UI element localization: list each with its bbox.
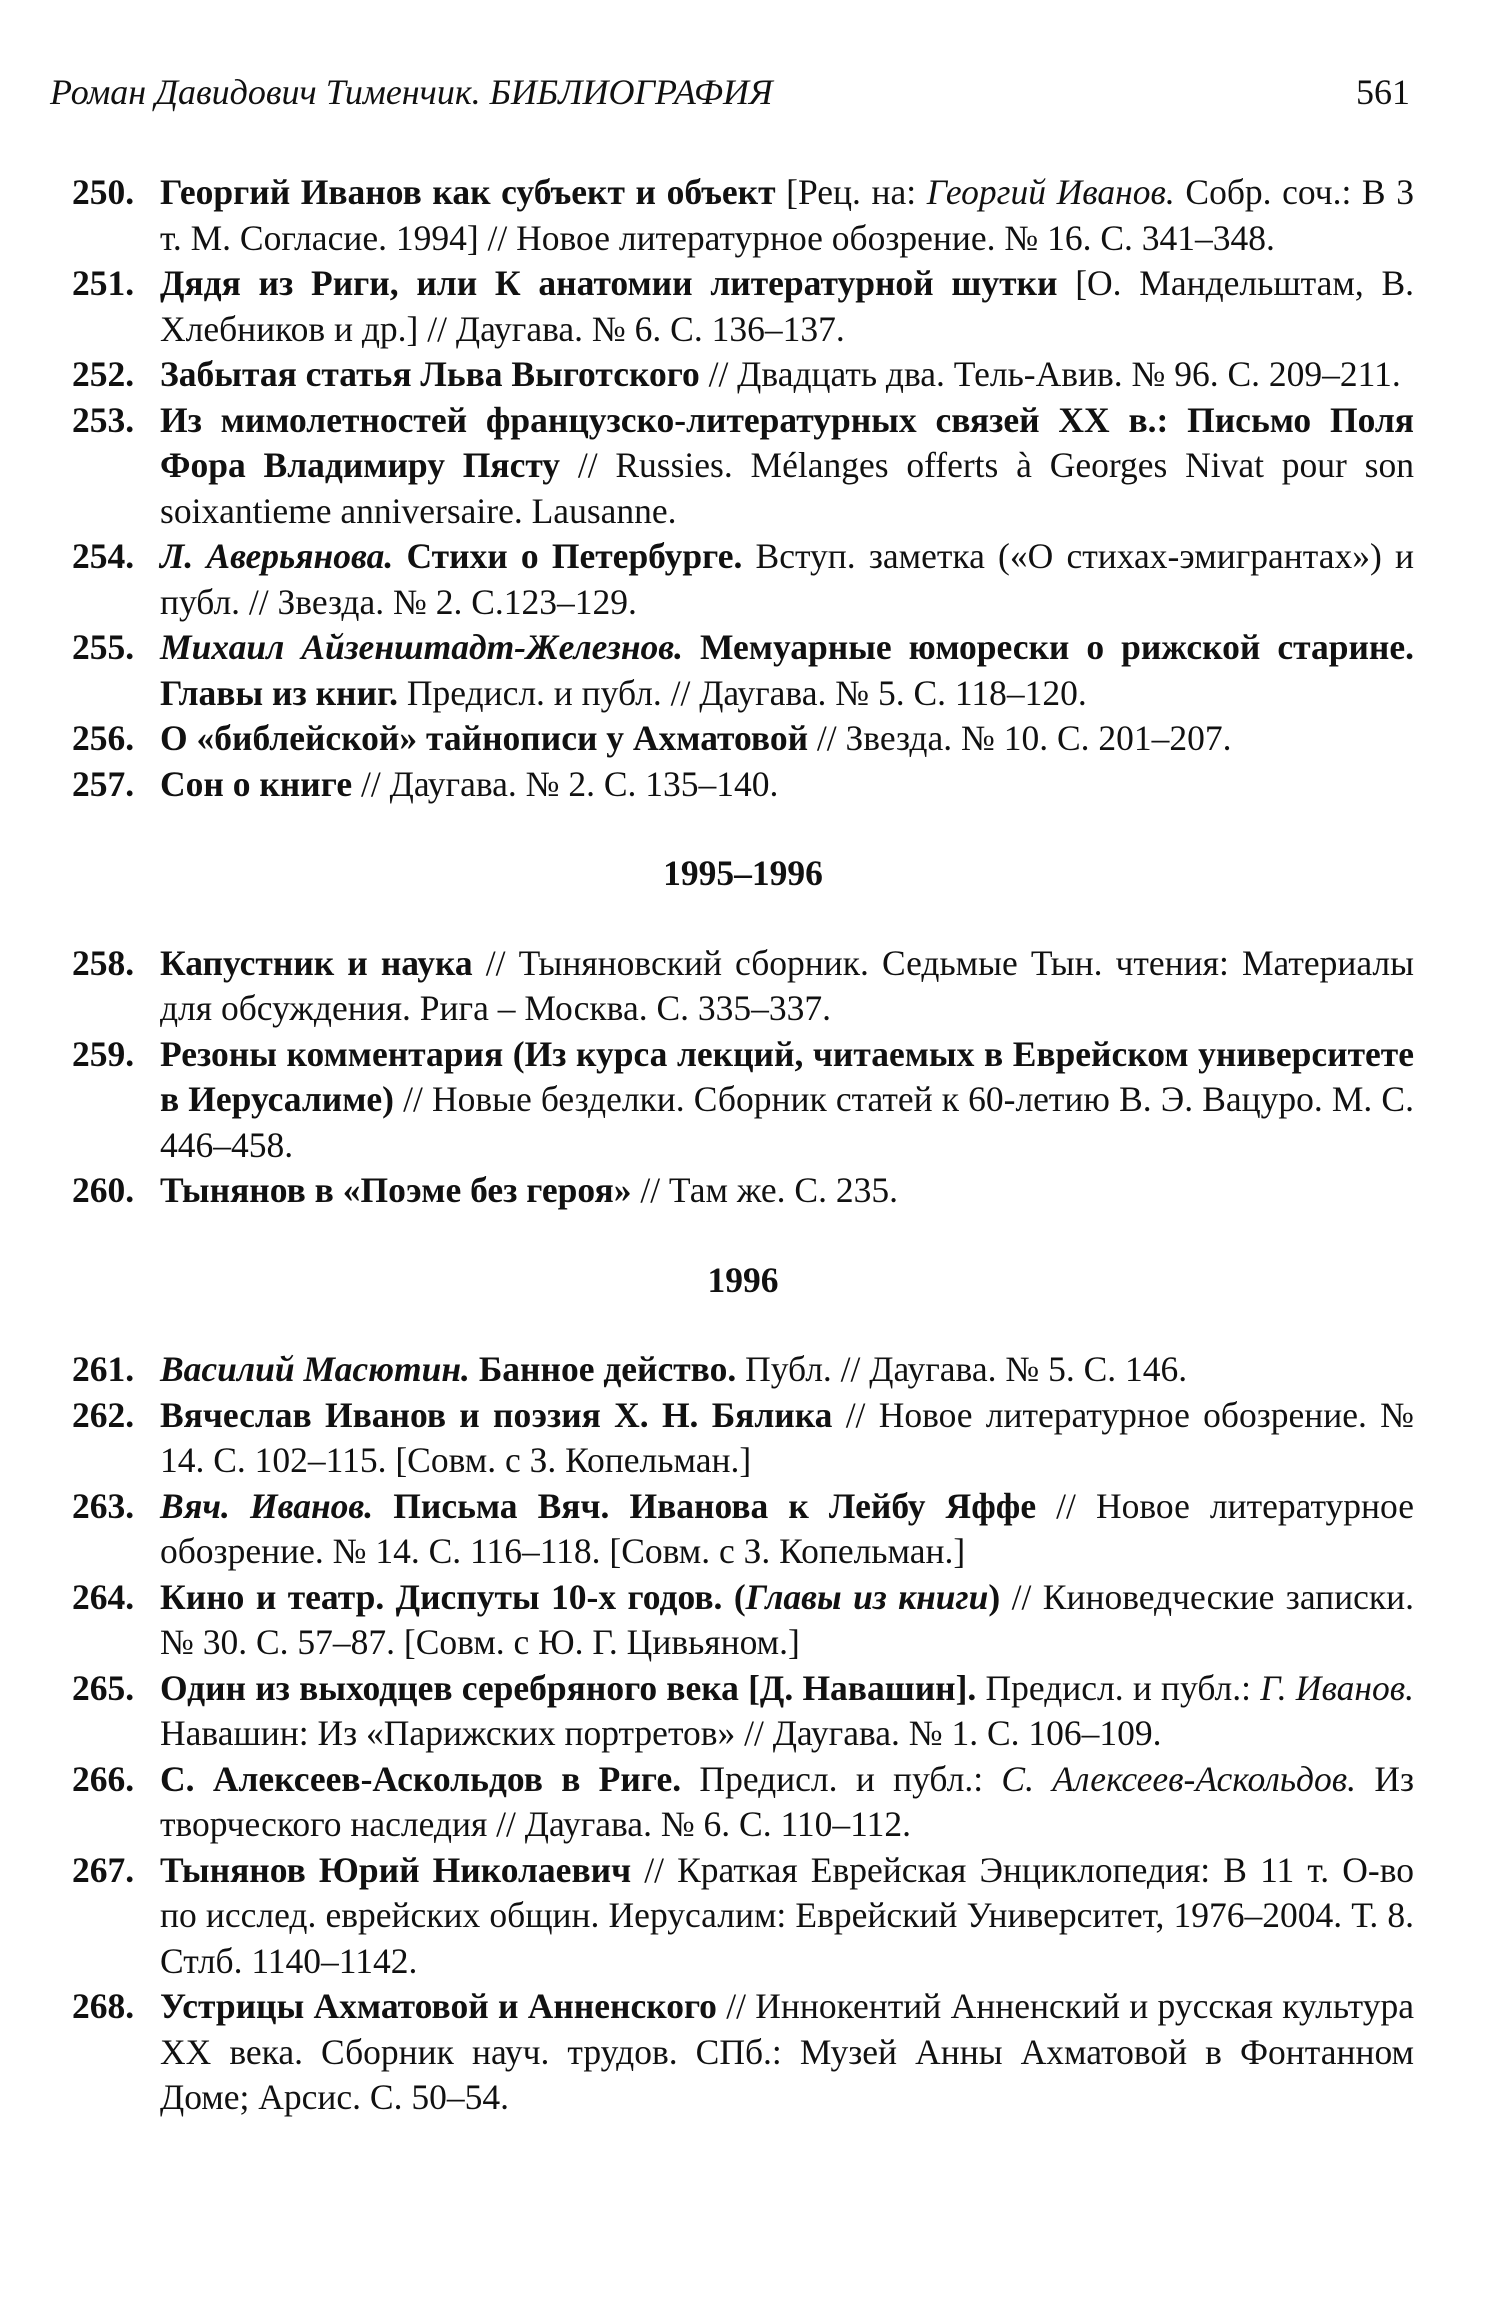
entry-text: Вячеслав Иванов и поэзия Х. Н. Бялика [160, 1394, 833, 1435]
entry-number: 267. [72, 1849, 135, 1890]
entry-text: Василий Масютин. [160, 1349, 470, 1389]
bibliography-entry [72, 1347, 1414, 1393]
entry-text: Л. Аверьянова. [160, 536, 394, 576]
entry-number: 268. [72, 1986, 135, 2026]
bibliography-entry [72, 941, 1414, 1032]
entry-number: 251. [72, 263, 135, 303]
bibliography-entry [72, 261, 1414, 352]
entry-text: // Новые безделки. Сборник статей к 60-летию В. Э. Вацуро. М. С. 446–458. [160, 1079, 1414, 1165]
entry-number: 265. [72, 1667, 135, 1708]
entry-text: О «библейской» тайнописи у Ахматовой [160, 718, 809, 758]
bibliography-entry [72, 1848, 1414, 1985]
entry-text: [О. Мандельштам, В. Хлебников и др.] // Даугава. № 6. С. 136–137. [160, 263, 1415, 349]
entry-number: 258. [72, 942, 135, 983]
entry-text: Один из выходцев серебряного века [Д. Навашин]. [160, 1667, 977, 1708]
bibliography-entry [72, 762, 1414, 808]
entry-text: Резоны комментария (Из курса лекций, читаемых в Еврейском университете в Иерусалиме) [160, 1033, 1414, 1119]
entry-number: 261. [72, 1349, 135, 1389]
entry-text: ) [988, 1576, 1001, 1617]
entry-text: С. Алексеев-Аскольдов. [1001, 1758, 1357, 1799]
entry-text: Навашин: Из «Парижских портретов» // Даугава. № 1. С. 106–109. [160, 1713, 1162, 1753]
entry-text: // Киноведческие записки. № 30. С. 57–87. [Совм. с Ю. Г. Цивьяном.] [160, 1576, 1414, 1662]
bibliography-list [72, 170, 1414, 2121]
entry-text: Собр. соч.: В 3 т. М. Согласие. 1994] // Новое литературное обозрение. № 16. С. 341–348. [160, 172, 1414, 258]
bibliography-entry [72, 625, 1414, 716]
entry-text: Из мимолетностей французско-литературных связей XX в.: Письмо Поля Фора Владимиру Пясту [160, 399, 1414, 485]
entry-text: Михаил Айзенштадт-Железнов. [160, 627, 684, 667]
entry-text: С. Алексеев-Аскольдов в Риге. [160, 1758, 682, 1799]
entry-number: 266. [72, 1758, 135, 1799]
entry-text: Предисл. и публ.: [976, 1667, 1261, 1708]
bibliography-entry [72, 1757, 1414, 1848]
entry-text: Тынянов Юрий Николаевич [160, 1849, 632, 1890]
entry-text: [Рец. на: [775, 172, 927, 212]
entry-number: 259. [72, 1033, 135, 1074]
bibliography-entry [72, 1393, 1414, 1484]
entry-number: 264. [72, 1576, 135, 1617]
entry-text: Устрицы Ахматовой и Анненского [160, 1986, 717, 2026]
section-heading: 1996 [707, 1259, 779, 1300]
bibliography-entry [72, 1032, 1414, 1169]
bibliography-entry [72, 170, 1414, 261]
entry-text: Главы из книги [745, 1576, 989, 1617]
entry-number: 256. [72, 718, 135, 758]
entry-text: Забытая статья Льва Выготского [160, 354, 700, 394]
section-heading: 1995–1996 [663, 853, 823, 893]
bibliography-entry [72, 1575, 1414, 1666]
entry-text: // Двадцать два. Тель-Авив. № 96. С. 209–211. [699, 354, 1401, 394]
entry-text: Георгий Иванов как субъект и объект [160, 172, 776, 212]
entry-number: 257. [72, 763, 135, 804]
bibliography-entry [72, 1484, 1414, 1575]
entry-text: // Даугава. № 2. С. 135–140. [352, 763, 779, 804]
bibliography-entry [72, 1666, 1414, 1757]
entry-text: // Звезда. № 10. С. 201–207. [808, 718, 1232, 758]
entry-text: // Новое литературное обозрение. № 14. С. 116–118. [Совм. с З. Копельман.] [160, 1485, 1414, 1571]
entry-text: Вяч. Иванов. [160, 1485, 374, 1526]
entry-number: 250. [72, 172, 135, 212]
entry-text: // Краткая Еврейская Энциклопедия: В 11 т. О-во по исслед. еврейских общин. Иерусалим: Еврейский Университет, 1976–2004. Т. 8. Стлб. 1140–1142. [160, 1849, 1414, 1981]
entry-text: Вступ. заметка («О стихах-эмигрантах») и публ. // Звезда. № 2. С.123–129. [160, 536, 1414, 622]
entry-text: Стихи о Петербурге. [393, 536, 743, 576]
entry-number: 254. [72, 536, 135, 576]
entry-text: Сон о книге [160, 763, 353, 804]
entry-number: 260. [72, 1170, 135, 1210]
bibliography-entry [72, 716, 1414, 762]
bibliography-entry [72, 352, 1414, 398]
entry-text: Предисл. и публ.: [681, 1758, 1002, 1799]
entry-text: Дядя из Риги, или К анатомии литературной шутки [160, 263, 1058, 303]
entry-text: // Там же. С. 235. [631, 1170, 898, 1210]
entry-text: // Иннокентий Анненский и русская культура XX века. Сборник науч. трудов. СПб.: Музей Анны Ахматовой в Фонтанном Доме; Арсис. С. 50–54. [160, 1986, 1414, 2117]
entry-number: 253. [72, 399, 135, 440]
bibliography-entry [72, 1168, 1414, 1214]
bibliography-entry [72, 1984, 1414, 2121]
entry-text: Мемуарные юморески о рижской старине. Главы из книг. [160, 627, 1414, 713]
entry-text: Георгий Иванов. [926, 172, 1175, 212]
entry-number: 263. [72, 1485, 135, 1526]
running-head [50, 62, 1410, 122]
entry-text: Из творческого наследия // Даугава. № 6. С. 110–112. [160, 1758, 1414, 1844]
entry-text: // Тыняновский сборник. Седьмые Тын. чтения: Материалы для обсуждения. Рига – Москва. С. 335–337. [160, 942, 1414, 1028]
entry-text: // Новое литературное обозрение. № 14. С. 102–115. [Совм. с З. Копельман.] [160, 1394, 1414, 1480]
entry-number: 262. [72, 1394, 135, 1435]
entry-text: Публ. // Даугава. № 5. С. 146. [736, 1349, 1188, 1389]
entry-text: Банное действо. [469, 1349, 737, 1389]
entry-text: Капустник и наука [160, 942, 473, 983]
bibliography-entry [72, 398, 1414, 535]
entry-number: 255. [72, 627, 135, 667]
entry-text: Предисл. и публ. // Даугава. № 5. С. 118–120. [397, 672, 1087, 713]
running-head-title: Роман Давидович Тименчик. БИБЛИОГРАФИЯ [50, 72, 773, 112]
entry-text: Письма Вяч. Иванова к Лейбу Яффе [373, 1485, 1037, 1526]
entry-text: Г. Иванов. [1260, 1667, 1415, 1708]
bibliography-entry [72, 534, 1414, 625]
page-number: 561 [1356, 72, 1410, 112]
entry-text: Кино и театр. Диспуты 10-х годов. ( [160, 1576, 746, 1617]
entry-text: Тынянов в «Поэме без героя» [160, 1170, 632, 1210]
entry-text: // Russies. Mélanges offerts à Georges Nivat pour son soixantieme anniversaire. Lausanne. [160, 445, 1414, 531]
entry-number: 252. [72, 354, 135, 394]
